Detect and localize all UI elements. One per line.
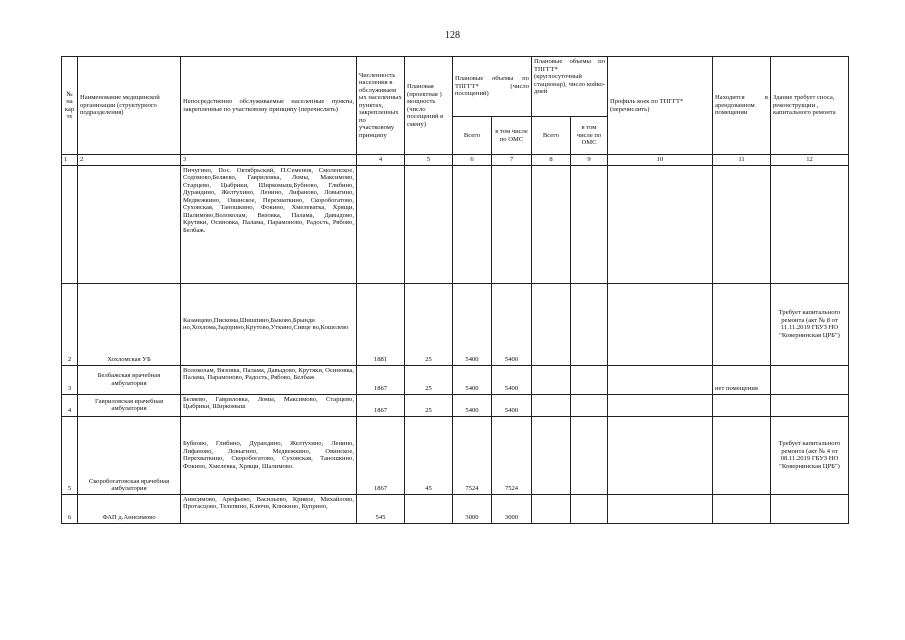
cell-org [78,165,181,283]
header-org: Наименование медицинской организации (структурного подразделения) [78,57,181,155]
table-row [62,283,849,365]
cell-num: 3 [62,365,78,394]
column-index: 4 [357,155,405,166]
cell-capacity: 25 [405,394,453,416]
column-index: 1 [62,155,78,166]
cell-beds-total [532,416,571,494]
cell-beds-total [532,165,571,283]
column-index: 8 [532,155,571,166]
cell-beds-oms [571,394,608,416]
cell-visits-total [453,165,492,283]
cell-org: Белбажская врачебная амбулатория [78,365,181,394]
header-capacity: Плановая (проектная ) мощность (число посещений в смену) [405,57,453,155]
cell-capacity: 25 [405,365,453,394]
cell-repair: Требует капитального ремонта (акт № 8 от 11.11.2019 ГБУЗ НО "Ковернинская ЦРБ") [771,283,849,365]
cell-profile [608,394,713,416]
column-index: 10 [608,155,713,166]
cell-points: Пичугино, Пос. Октябрьский, П.Семенов, Смоленское, Содомово,Беляево, Гавриловка, Ломы, Максимово, Старцево, Цыбрики, Ширкомыш,Бубново, Глибино, Дурандино, Желтухино, Ленино, Лифаново, Ловыгино, Медвежкино, Овинское, Перехваткино, Скоробогатово, Суховская, Таношкино, Фокино, Хмелеватка, Хрящи, Шалимово,Волоколам, Вязовка, Палама, Давыдово, Крутяки, Осиновка, Палама, Парамоново, Радость, Рябово, Белбаж. [181,165,357,283]
column-index: 5 [405,155,453,166]
header-num: № на кар те [62,57,78,155]
cell-capacity [405,494,453,523]
cell-profile [608,165,713,283]
cell-rented [713,394,771,416]
cell-num: 2 [62,283,78,365]
header-rented: Находится в арендованном помещении [713,57,771,155]
cell-org: Скоробогатовская врачебная амбулатория [78,416,181,494]
cell-num [62,165,78,283]
cell-repair [771,165,849,283]
cell-rented [713,416,771,494]
cell-points: Бубново, Глибино, Дурандино, Желтухино, Ленино, Лифаново, Ловыгино, Медвежкино, Овинское, Перехваткино, Скоробогатово, Суховская, Таношкино, Фокино, Хмелевка, Хрящи, Шалимово. [181,416,357,494]
cell-visits-total: 5400 [453,394,492,416]
header-row [62,57,849,117]
cell-capacity [405,165,453,283]
cell-points: Волоколам, Вязовка, Палама, Давыдово, Крутяки, Осиновка, Палама, Парамоново, Радость, Рябово, Белбаж [181,365,357,394]
table-row [62,416,849,494]
cell-beds-oms [571,165,608,283]
cell-population: 545 [357,494,405,523]
cell-visits-oms [492,165,532,283]
page-number: 128 [445,30,460,41]
column-index: 12 [771,155,849,166]
header-repair: Здание требует сноса, реконструкции , капитального ремонта [771,57,849,155]
cell-visits-oms: 3000 [492,494,532,523]
table-row [62,394,849,416]
cell-num: 5 [62,416,78,494]
cell-beds-oms [571,494,608,523]
cell-beds-oms [571,283,608,365]
header-points: Непосредственно обслуживаемые населенные пункты, закрепленные по участковому принципу (перечислить) [181,57,357,155]
cell-population: 1881 [357,283,405,365]
cell-visits-oms: 5400 [492,365,532,394]
cell-rented [713,165,771,283]
column-index: 2 [78,155,181,166]
table-row [62,165,849,283]
cell-org: ФАП д.Анисимово [78,494,181,523]
header-visits-total: Всего [453,117,492,155]
header-beds-total: Всего [532,117,571,155]
cell-num: 6 [62,494,78,523]
cell-org: Хохломская УБ [78,283,181,365]
cell-beds-oms [571,416,608,494]
header-beds-oms: в том числе по ОМС [571,117,608,155]
cell-profile [608,283,713,365]
cell-rented: нет помещения [713,365,771,394]
cell-profile [608,494,713,523]
cell-repair [771,365,849,394]
cell-beds-total [532,394,571,416]
cell-capacity: 25 [405,283,453,365]
column-index: 6 [453,155,492,166]
cell-repair [771,494,849,523]
table-row [62,494,849,523]
cell-rented [713,494,771,523]
cell-beds-total [532,283,571,365]
table-row [62,365,849,394]
cell-visits-oms: 5400 [492,283,532,365]
cell-population: 1867 [357,416,405,494]
cell-beds-oms [571,365,608,394]
cell-points: Беляево, Гавриловка, Ломы, Максимово, Старцево, Цыбрики, Ширкомыш [181,394,357,416]
cell-beds-total [532,365,571,394]
column-index-row [62,155,849,166]
cell-points: Анисимово, Арефьево, Васильево, Кривое, Михайлово, Протасцово, Телепино, Ключи, Клюкино, Куприно, [181,494,357,523]
header-visits-group: Плановые объемы по ТПГГТ* (число посещений) [453,57,532,117]
header-beds-group: Плановые объемы по ТПГГТ* (круглосуточный стационар), число койко-дней [532,57,608,117]
column-index: 3 [181,155,357,166]
cell-population: 1867 [357,365,405,394]
header-visits-oms: в том числе по ОМС [492,117,532,155]
column-index: 9 [571,155,608,166]
cell-visits-total: 5400 [453,283,492,365]
cell-repair [771,394,849,416]
cell-points: Казанцево,Пискома,Шишпино,Быково,Брынди но,Хохлома,Задорино,Крутово,Уткино,Сивце во,Кошелево [181,283,357,365]
cell-beds-total [532,494,571,523]
cell-visits-total: 5400 [453,365,492,394]
cell-population: 1867 [357,394,405,416]
column-index: 11 [713,155,771,166]
cell-population [357,165,405,283]
header-profile: Профиль коек по ТПГГТ* (перечислить) [608,57,713,155]
cell-visits-total: 3000 [453,494,492,523]
cell-visits-oms: 5400 [492,394,532,416]
facilities-table [61,56,849,524]
cell-repair: Требует капитального ремонта (акт № 4 от 08.11.2019 ГБУЗ НО "Ковернинская ЦРБ") [771,416,849,494]
cell-rented [713,283,771,365]
cell-num: 4 [62,394,78,416]
cell-org: Гавриловская врачебная амбулатория [78,394,181,416]
cell-visits-total: 7524 [453,416,492,494]
cell-profile [608,365,713,394]
column-index: 7 [492,155,532,166]
cell-profile [608,416,713,494]
header-population: Численность населения в обслуживаем ых населенных пунктах, закрепленных по участковому принципу [357,57,405,155]
cell-visits-oms: 7524 [492,416,532,494]
cell-capacity: 45 [405,416,453,494]
